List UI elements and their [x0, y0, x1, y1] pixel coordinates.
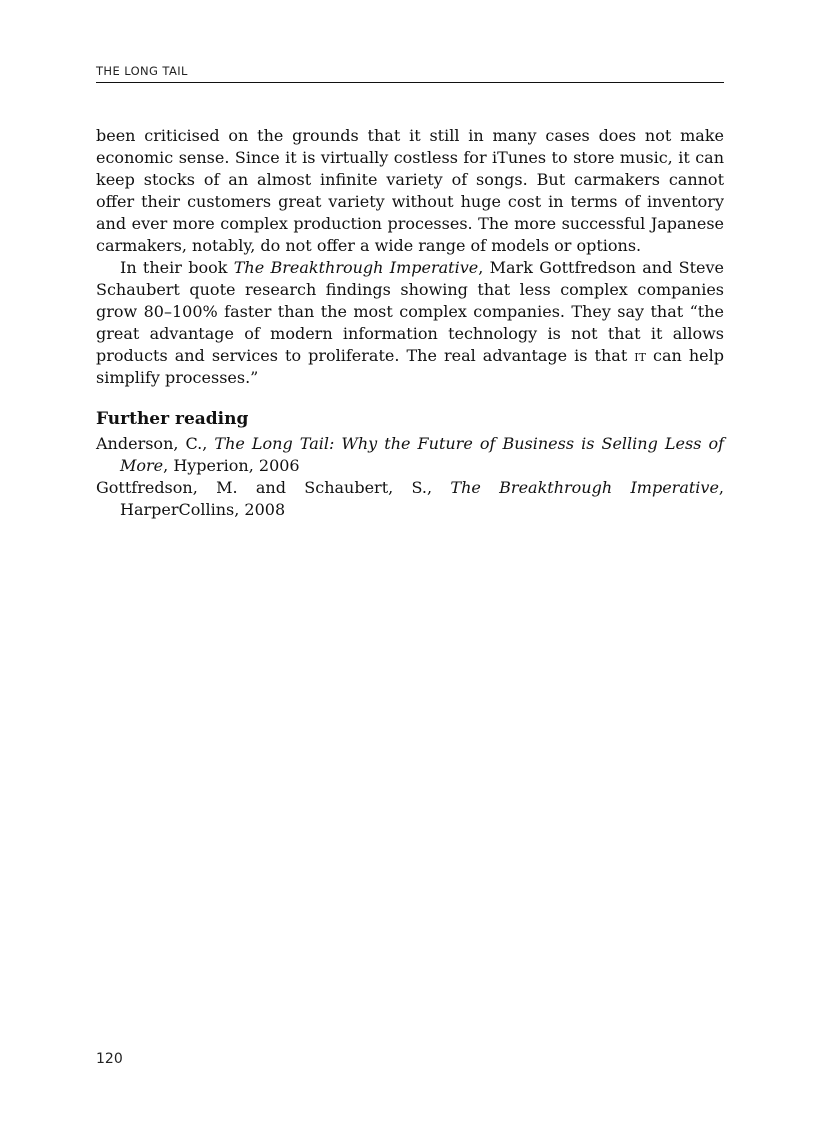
running-head: THE LONG TAIL: [96, 64, 188, 78]
paragraph-1: been criticised on the grounds that it still in many cases does not make economic sense. Since it is virtually costless for iTunes to store music, it can keep stocks of an almost infinite variety of songs. But carmakers cannot offer their customers great variety without huge cost in terms of inventory and ever more complex production processes. The more successful Japanese carmakers, notably, do not offer a wide range of models or options.: [96, 126, 724, 255]
reference-2-publisher: , HarperCollins, 2008: [120, 478, 725, 519]
reference-1-publisher: , Hyperion, 2006: [163, 456, 300, 475]
header-rule: [96, 82, 724, 83]
reference-1: [96, 433, 724, 477]
reference-2-author: Gottfredson, M. and Schaubert, S.,: [96, 478, 451, 497]
paragraph-2-text-end: can help simplify processes.”: [96, 346, 725, 387]
reference-2: [96, 477, 724, 521]
further-reading-heading: Further reading: [96, 409, 249, 429]
reference-2-title: The Breakthrough Imperative: [450, 478, 719, 497]
page-number: 120: [96, 1051, 123, 1067]
reference-1-title: The Long Tail: Why the Future of Business is Selling Less of More: [120, 434, 725, 475]
it-abbreviation: it: [634, 346, 646, 365]
paragraph-2-text-middle: , Mark Gottfredson and Steve Schaubert quote research findings showing that less complex companies grow 80–100% faster than the most complex companies. They say that “the great advantage of modern information technology is not that it allows products and services to proliferate. The real advantage is that: [96, 258, 724, 365]
paragraph-2-text-start: In their book: [120, 258, 234, 277]
reference-1-author: Anderson, C.,: [96, 434, 215, 453]
body-text: [96, 125, 724, 521]
paragraph-2: [96, 257, 724, 389]
book-title-reference: The Breakthrough Imperative: [233, 258, 479, 277]
